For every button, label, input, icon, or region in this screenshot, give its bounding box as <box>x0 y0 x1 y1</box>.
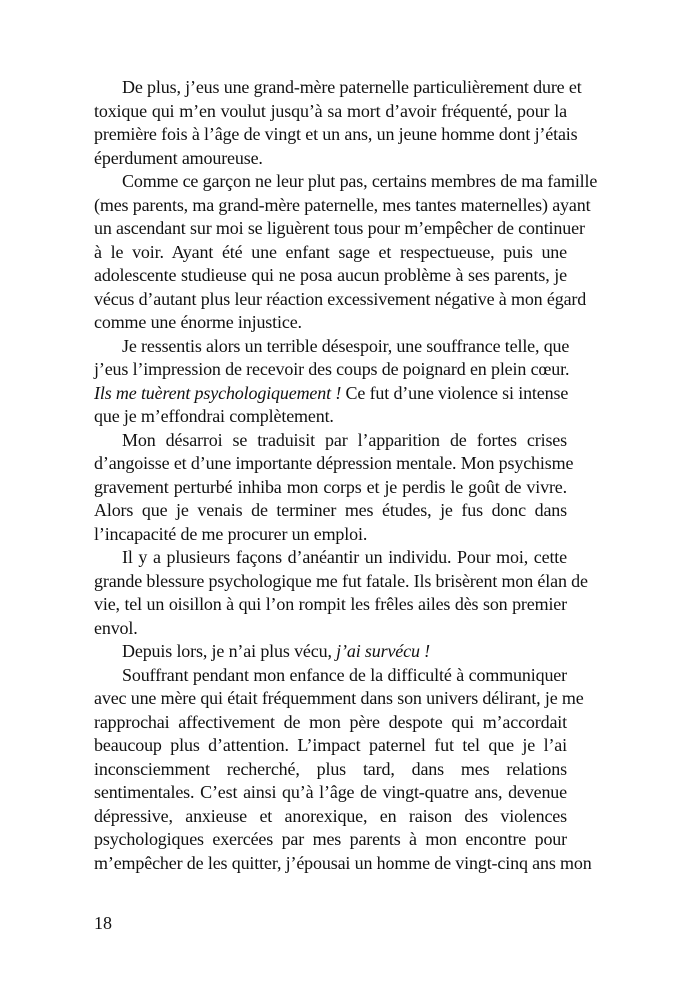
text-line <box>94 805 567 829</box>
text-line <box>94 852 592 876</box>
text-segment: éperdument amoureuse. <box>94 147 263 168</box>
italic-text: Ils me tuèrent psychologiquement ! <box>94 382 342 403</box>
text-segment: adolescente studieuse qui ne posa aucun problème à ses parents, je <box>94 265 567 285</box>
text-segment: grande blessure psychologique me fut fatale. Ils brisèrent mon élan de <box>94 570 588 591</box>
text-segment: (mes parents, ma grand-mère paternelle, mes tantes maternelles) ayant <box>94 194 591 215</box>
text-line <box>94 405 567 429</box>
text-segment: première fois à l’âge de vingt et un ans, un jeune homme dont j’étais <box>94 124 578 144</box>
text-line <box>94 76 582 100</box>
text-segment: m’empêcher de les quitter, j’épousai un homme de vingt-cinq ans mon <box>94 852 592 873</box>
text-segment: que je m’effondrai complètement. <box>94 406 334 426</box>
text-segment: Ce fut d’une violence si intense <box>341 382 569 403</box>
text-line <box>94 311 567 335</box>
text-line <box>94 546 567 570</box>
text-segment: Alors que je venais de terminer mes études, je fus donc dans <box>94 500 567 520</box>
paragraph <box>94 546 588 640</box>
paragraph <box>94 640 567 664</box>
text-segment: Mon désarroi se traduisit par l’apparition de fortes crises <box>122 429 567 450</box>
text-segment: j’eus l’impression de recevoir des coups de poignard en plein cœur. <box>94 359 570 379</box>
text-segment: sentimentales. C’est ainsi qu’à l’âge de vingt-quatre ans, devenue <box>94 782 567 802</box>
text-line <box>94 617 567 641</box>
italic-text: j’ai survécu ! <box>336 641 431 661</box>
paragraph <box>94 76 582 170</box>
paragraph <box>94 335 570 429</box>
text-segment: Depuis lors, je n’ai plus vécu, <box>122 641 337 661</box>
text-line <box>94 147 567 171</box>
text-line <box>94 476 567 500</box>
text-line <box>94 687 584 711</box>
text-segment: vécus d’autant plus leur réaction excessivement négative à mon égard <box>94 288 587 309</box>
text-line <box>94 194 591 218</box>
text-line <box>94 523 567 547</box>
paragraph <box>94 170 598 335</box>
text-segment: envol. <box>94 617 138 638</box>
text-segment: Il y a plusieurs façons d’anéantir un individu. Pour moi, cette <box>122 547 567 567</box>
text-line <box>94 734 567 758</box>
text-line <box>94 499 567 523</box>
text-segment: Je ressentis alors un terrible désespoir, une souffrance telle, que <box>122 335 570 356</box>
page-body <box>94 76 598 875</box>
text-segment: De plus, j’eus une grand-mère paternelle particulièrement dure et <box>122 77 582 97</box>
text-line <box>94 429 567 453</box>
paragraph <box>94 664 592 876</box>
text-line <box>94 100 567 124</box>
page-number: 18 <box>94 913 112 933</box>
text-segment: un ascendant sur moi se liguèrent tous pour m’empêcher de continuer <box>94 218 585 238</box>
text-line <box>94 288 587 312</box>
text-segment: rapprochai affectivement de mon père despote qui m’accordait <box>94 711 567 732</box>
text-line <box>94 781 567 805</box>
text-line <box>94 264 567 288</box>
text-segment: avec une mère qui était fréquemment dans son univers délirant, je me <box>94 688 584 708</box>
text-line <box>94 758 567 782</box>
text-segment: beaucoup plus d’attention. L’impact paternel fut tel que je l’ai <box>94 735 567 755</box>
text-line <box>94 664 567 688</box>
text-line <box>94 452 574 476</box>
text-segment: gravement perturbé inhiba mon corps et je perdis le goût de vivre. <box>94 476 567 497</box>
text-segment: psychologiques exercées par mes parents à mon encontre pour <box>94 829 567 849</box>
text-line <box>94 711 567 735</box>
text-segment: toxique qui m’en voulut jusqu’à sa mort d’avoir fréquenté, pour la <box>94 100 567 121</box>
text-line <box>94 593 567 617</box>
text-line <box>94 570 588 594</box>
text-segment: dépressive, anxieuse et anorexique, en raison des violences <box>94 805 567 826</box>
text-segment: inconsciemment recherché, plus tard, dans mes relations <box>94 758 567 779</box>
text-segment: l’incapacité de me procurer un emploi. <box>94 523 368 544</box>
text-segment: d’angoisse et d’une importante dépression mentale. Mon psychisme <box>94 453 574 473</box>
text-line <box>94 123 578 147</box>
text-segment: à le voir. Ayant été une enfant sage et respectueuse, puis une <box>94 241 567 262</box>
paragraph <box>94 429 574 547</box>
text-line <box>94 335 570 359</box>
text-segment: Souffrant pendant mon enfance de la difficulté à communiquer <box>122 664 567 685</box>
text-line <box>94 382 567 406</box>
text-line <box>94 217 585 241</box>
text-line <box>94 170 598 194</box>
text-line <box>94 828 567 852</box>
text-line <box>94 358 570 382</box>
text-segment: comme une énorme injustice. <box>94 312 302 332</box>
text-segment: Comme ce garçon ne leur plut pas, certains membres de ma famille <box>122 171 598 191</box>
text-line <box>94 640 567 664</box>
text-segment: vie, tel un oisillon à qui l’on rompit les frêles ailes dès son premier <box>94 594 567 614</box>
text-line <box>94 241 567 265</box>
